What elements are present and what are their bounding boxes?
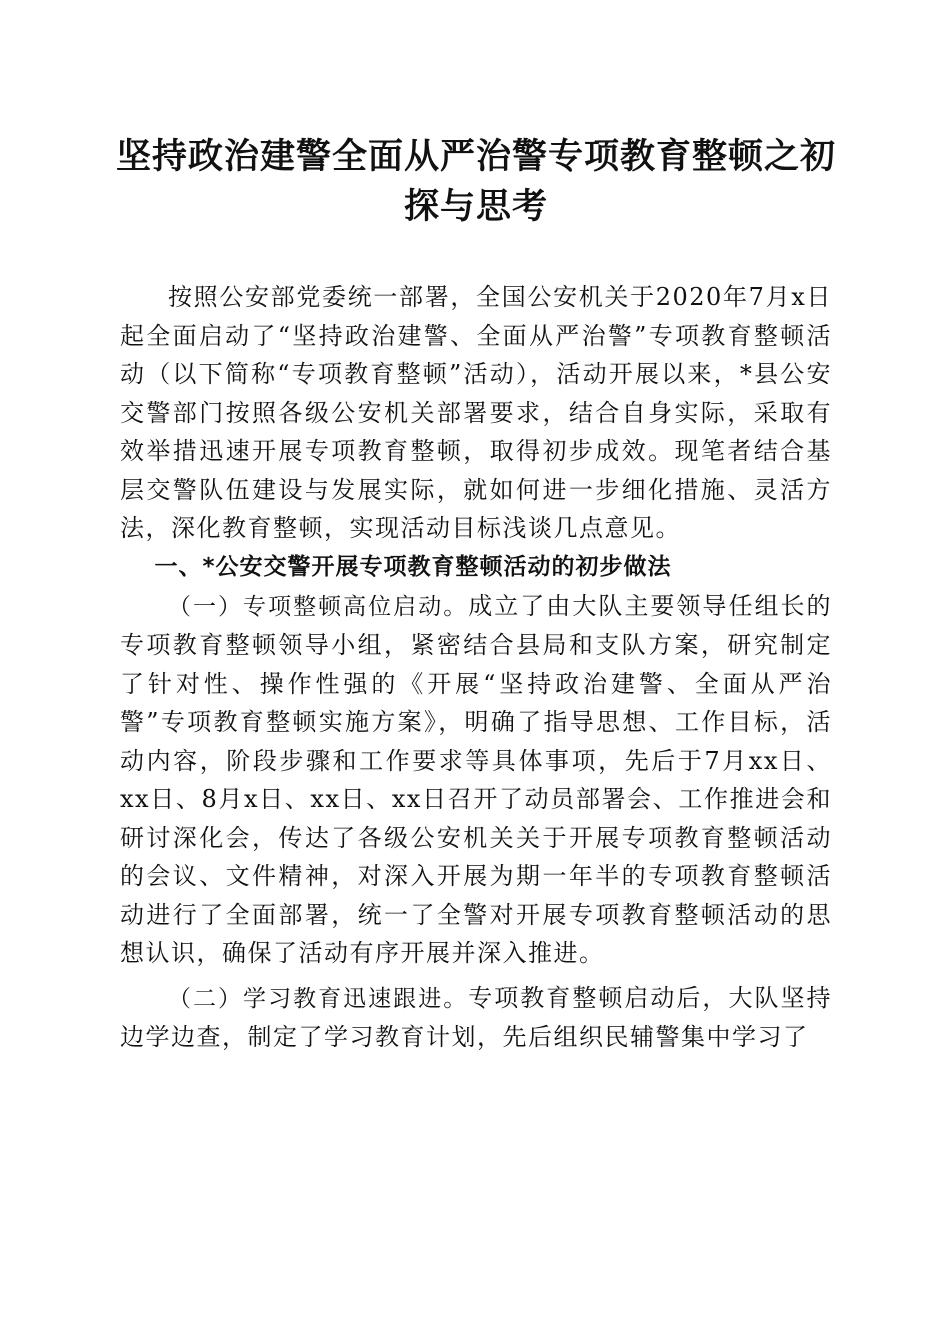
item-2-lead: （二）学习教育迅速跟进。 (168, 985, 469, 1012)
intro-paragraph: 按照公安部党委统一部署，全国公安机关于2020年7月x日起全面启动了“坚持政治建警、全面从严治警”专项教育整顿活动（以下简称“专项教育整顿”活动），活动开展以来，*县公安交警部门按照各级公安机关部署要求，结合自身实际，采取有效举措迅速开展专项教育整顿，取得初步成效。现笔者结合基层交警队伍建设与发展实际，就如何进一步细化措施、灵活方法，深化教育整顿，实现活动目标浅谈几点意见。 (120, 283, 832, 542)
item-1-lead: （一）专项整顿高位启动。 (168, 593, 469, 620)
item-2-paragraph (120, 979, 832, 1057)
item-1-body: 成立了由大队主要领导任组长的专项教育整顿领导小组，紧密结合县局和支队方案，研究制定了针对性、操作性强的《开展“坚持政治建警、全面从严治警”专项教育整顿实施方案》，明确了指导思想、工作目标，活动内容，阶段步骤和工作要求等具体事项，先后于7月xx日、xx日、8月x日、xx日、xx日召开了动员部署会、工作推进会和研讨深化会，传达了各级公安机关关于开展专项教育整顿活动的会议、文件精神，对深入开展为期一年半的专项教育整顿活动进行了全面部署，统一了全警对开展专项教育整顿活动的思想认识，确保了活动有序开展并深入推进。 (120, 591, 833, 967)
item-2-body: 专项教育整顿启动后，大队坚持边学边查，制定了学习教育计划，先后组织民辅警集中学习了 (120, 983, 833, 1051)
section-heading-1: 一、*公安交警开展专项教育整顿活动的初步做法 (154, 553, 672, 580)
item-1-paragraph (120, 587, 832, 973)
document-title: 坚持政治建警全面从严治警专项教育整顿之初探与思考 (115, 136, 836, 227)
